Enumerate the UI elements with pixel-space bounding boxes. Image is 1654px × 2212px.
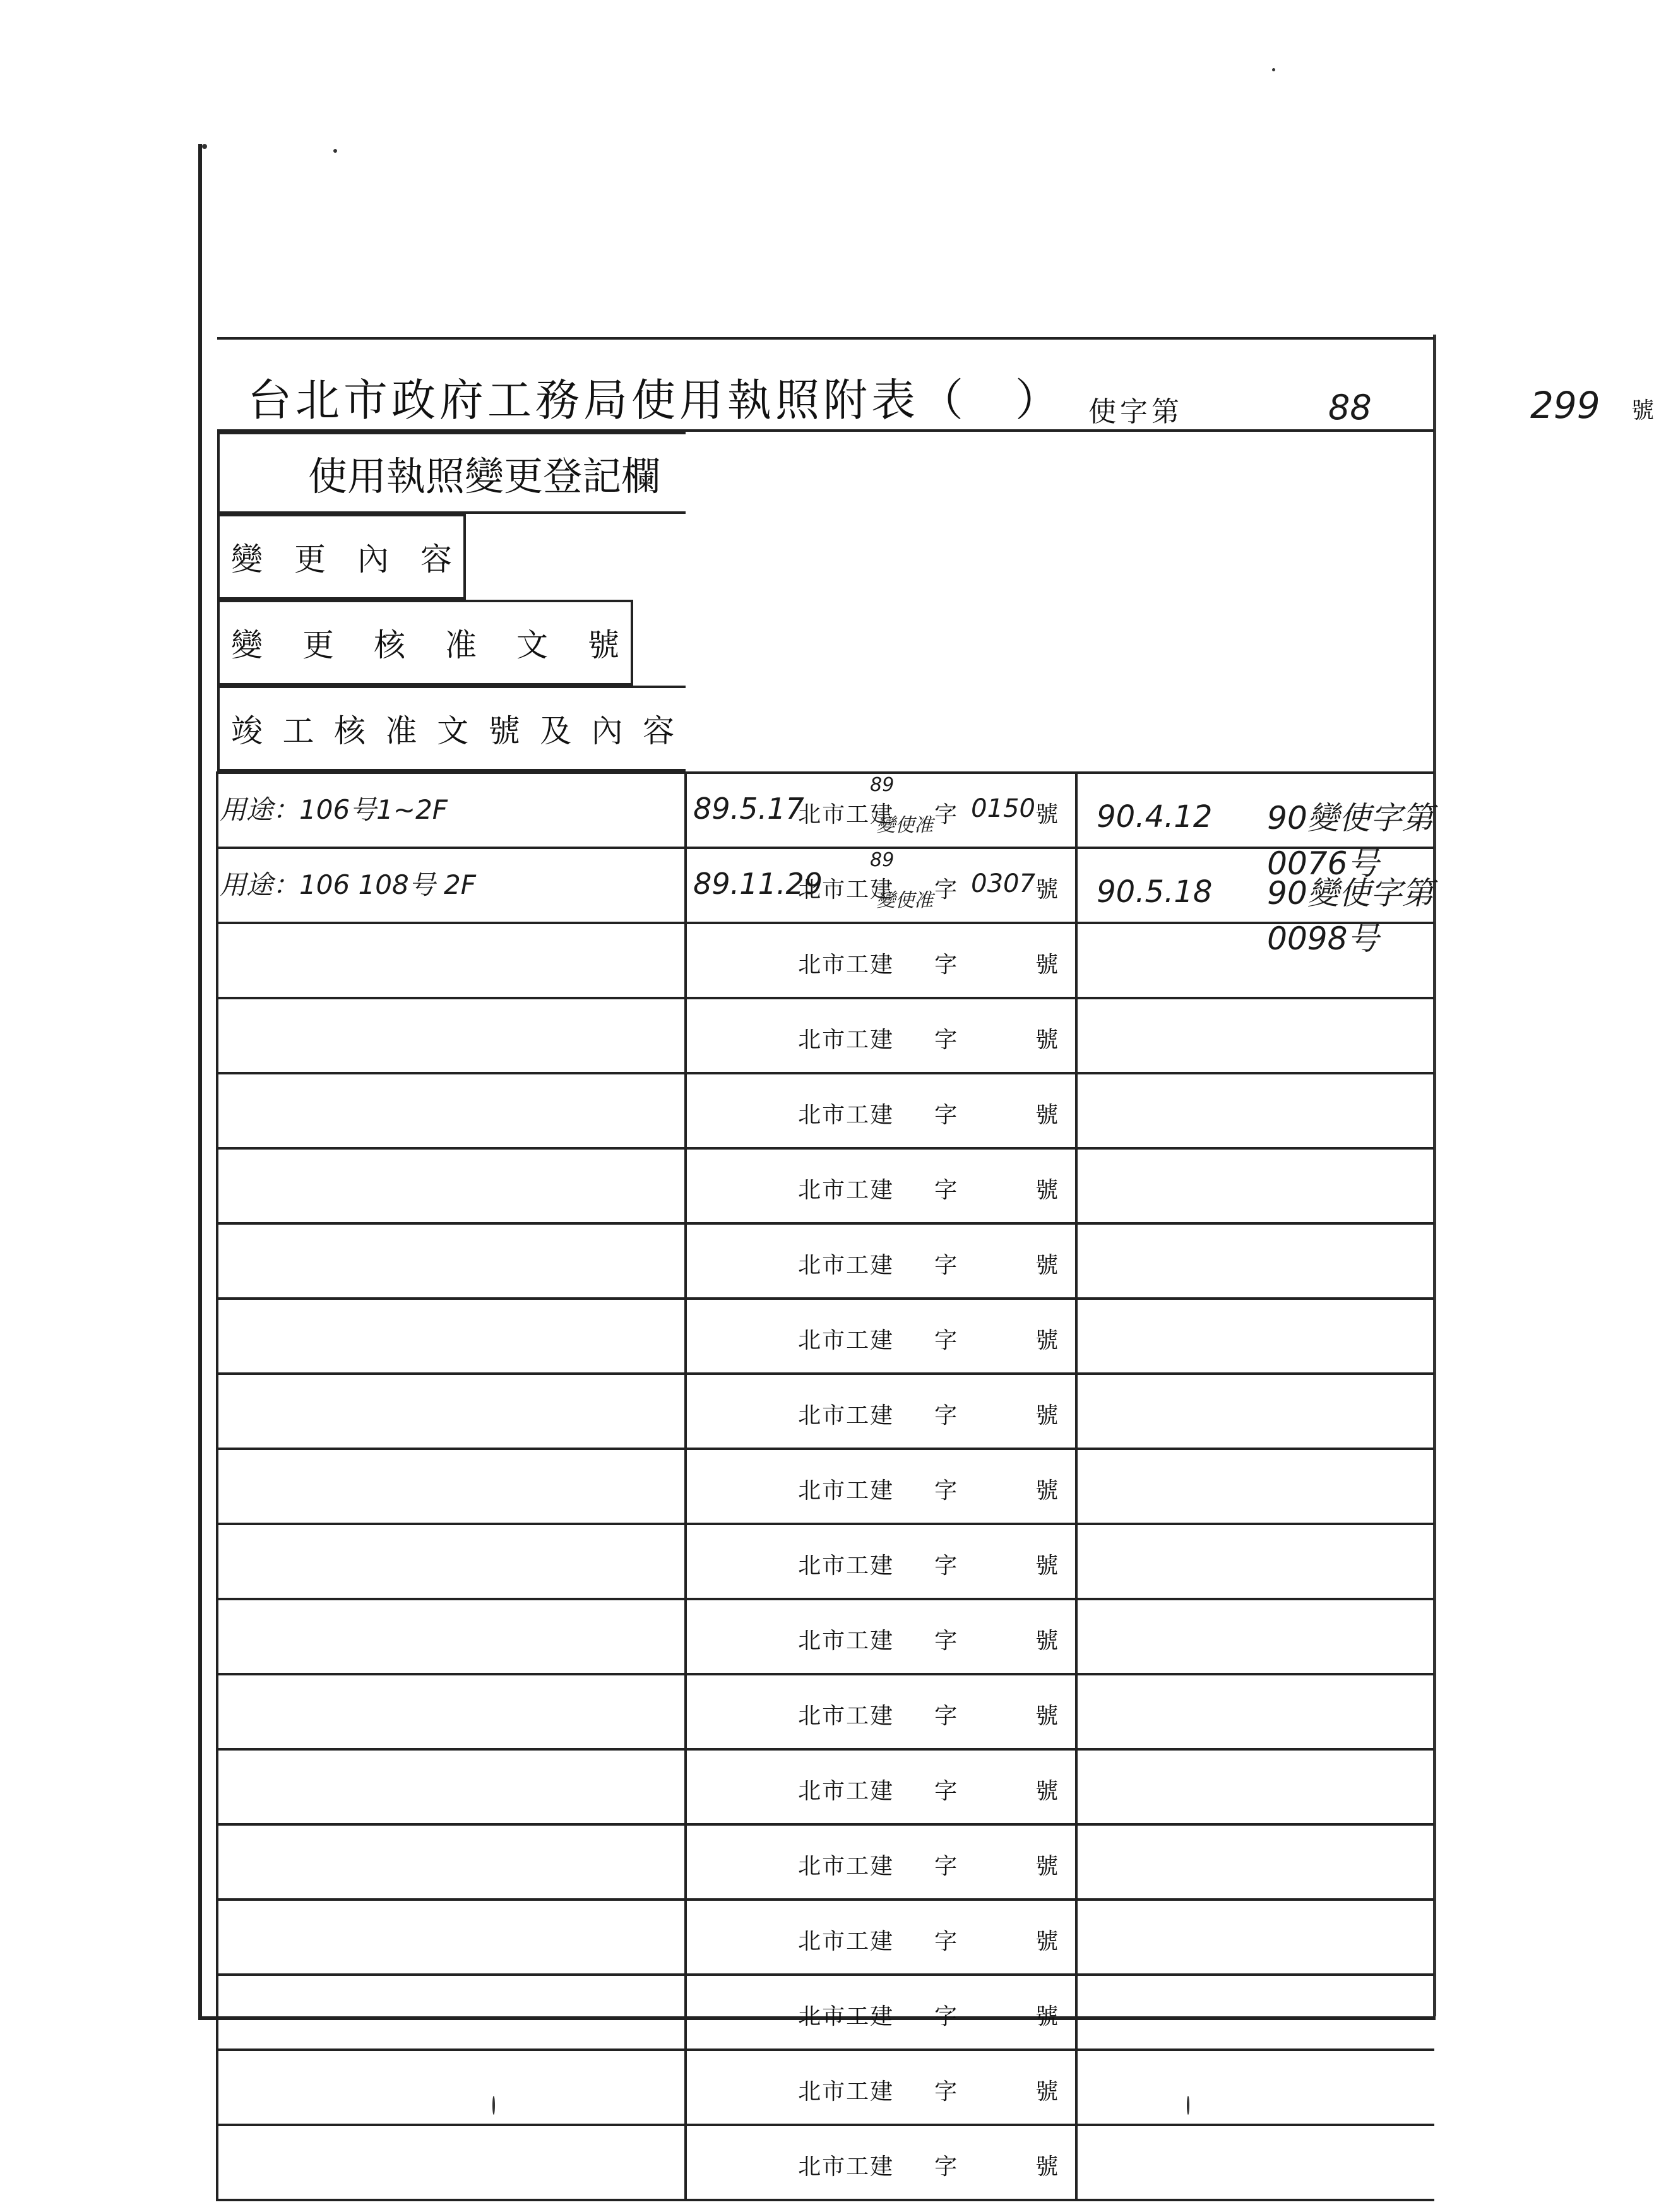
ref-prefix: 北市工建 (798, 1703, 895, 1729)
approval-ref-cell (686, 1599, 1076, 1674)
ref-prefix: 北市工建 (798, 1252, 895, 1278)
table-row (217, 1223, 1434, 1299)
table-row (217, 998, 1434, 1073)
completion-ref-cell (1076, 923, 1434, 998)
approval-ref-cell (686, 1223, 1076, 1299)
change-content-text: 用途：106号1~2F (220, 794, 448, 825)
section-heading (217, 432, 686, 514)
ref-prefix: 北市工建 (798, 1929, 895, 1954)
section-char: 用 (347, 453, 387, 499)
ref-prefix: 北市工建 (798, 802, 895, 828)
ref-zi: 字 (934, 1929, 959, 1954)
table-row (217, 1449, 1434, 1524)
ref-prefix: 北市工建 (798, 1403, 895, 1429)
ref-zi: 字 (934, 1703, 959, 1729)
permit-year: 88 (1328, 388, 1372, 427)
ref-hao: 號 (1035, 1328, 1060, 1353)
completion-ref-cell (1076, 1449, 1434, 1524)
approval-ref-cell (686, 1524, 1076, 1599)
table-row (217, 773, 1434, 848)
column-header-char: 准 (445, 627, 477, 663)
approval-date: 89.11.29 (693, 867, 823, 901)
column-header-approval-ref (217, 600, 633, 686)
ref-hao: 號 (1035, 2154, 1060, 2180)
completion-ref-cell (1076, 1524, 1434, 1599)
completion-ref-cell (1076, 1599, 1434, 1674)
approval-ref-cell (686, 848, 1076, 923)
ref-prefix: 北市工建 (798, 1628, 895, 1654)
change-content-cell (217, 998, 686, 1073)
table-row (217, 848, 1434, 923)
change-content-cell (217, 848, 686, 923)
table-row (217, 1674, 1434, 1749)
table-row (217, 1900, 1434, 1975)
table-row (217, 1148, 1434, 1223)
ref-zi: 字 (934, 802, 959, 828)
approval-ref-cell (686, 2050, 1076, 2125)
section-char: 執 (386, 453, 426, 499)
approval-number: 0150 (971, 794, 1035, 823)
ref-prefix: 北市工建 (798, 1177, 895, 1203)
table-row (217, 1749, 1434, 1824)
approval-ref-cell (686, 1975, 1076, 2050)
ref-hao: 號 (1035, 952, 1060, 978)
approval-date: 89.5.17 (693, 792, 804, 826)
section-char: 使 (308, 453, 348, 499)
column-header-char: 號 (588, 627, 619, 663)
column-header-change-content (217, 514, 466, 600)
approval-ref-cell (686, 1374, 1076, 1449)
ref-hao: 號 (1035, 1177, 1060, 1203)
table-row (217, 1824, 1434, 1900)
ref-prefix: 北市工建 (798, 1553, 895, 1579)
column-header-char: 更 (302, 627, 334, 663)
ref-hao: 號 (1035, 1478, 1060, 1504)
scan-speck (1272, 68, 1275, 71)
column-header-char: 竣 (231, 713, 263, 749)
ref-zi: 字 (934, 1853, 959, 1879)
ref-prefix: 北市工建 (798, 1102, 895, 1128)
approval-note: 變使准 (876, 814, 934, 836)
table-row (217, 1073, 1434, 1148)
permit-number: 299 (1530, 384, 1600, 427)
ref-hao: 號 (1035, 2079, 1060, 2105)
ref-prefix: 北市工建 (798, 2004, 895, 2030)
completion-ref-cell (1076, 1824, 1434, 1900)
change-content-cell (217, 1975, 686, 2050)
form-title-bar (217, 338, 1654, 431)
ref-zi: 字 (934, 877, 959, 903)
ref-hao: 號 (1035, 1853, 1060, 1879)
ref-zi: 字 (934, 1177, 959, 1203)
ref-hao: 號 (1035, 2004, 1060, 2030)
ref-prefix: 北市工建 (798, 1778, 895, 1804)
completion-ref-cell (1076, 2050, 1434, 2125)
ref-zi: 字 (934, 1027, 959, 1053)
completion-ref-cell (1076, 1900, 1434, 1975)
table-row (217, 1975, 1434, 2050)
approval-number: 0307 (971, 869, 1035, 898)
completion-ref-cell (1076, 1223, 1434, 1299)
column-header-char: 容 (420, 541, 452, 578)
section-char: 登 (543, 453, 583, 499)
change-content-cell (217, 2125, 686, 2200)
ref-hao: 號 (1035, 1252, 1060, 1278)
completion-ref: 90變使字第0076号 (1267, 800, 1434, 882)
ref-prefix: 北市工建 (798, 952, 895, 978)
change-content-cell (217, 923, 686, 998)
ref-hao: 號 (1035, 802, 1060, 828)
completion-ref-cell (1076, 773, 1434, 882)
ref-hao: 號 (1035, 877, 1060, 903)
column-header-char: 內 (591, 713, 623, 749)
ref-prefix: 北市工建 (798, 1853, 895, 1879)
change-content-cell (217, 1674, 686, 1749)
approval-year: 89 (870, 774, 895, 796)
ref-prefix: 北市工建 (798, 1027, 895, 1053)
section-char: 欄 (621, 453, 661, 499)
ref-prefix: 北市工建 (798, 2079, 895, 2105)
ref-hao: 號 (1035, 1027, 1060, 1053)
ref-zi: 字 (934, 952, 959, 978)
change-content-cell (217, 1824, 686, 1900)
table-row (217, 1374, 1434, 1449)
scan-speck (1187, 2096, 1189, 2115)
column-header-char: 准 (385, 713, 417, 749)
table-row (217, 1299, 1434, 1374)
column-header-char: 更 (294, 541, 326, 578)
ref-zi: 字 (934, 1252, 959, 1278)
approval-ref-cell (686, 998, 1076, 1073)
completion-ref-cell (1076, 1148, 1434, 1223)
approval-ref-cell (686, 1749, 1076, 1824)
approval-ref-cell (686, 1449, 1076, 1524)
change-content-cell (217, 1374, 686, 1449)
scan-speck (333, 149, 337, 153)
approval-ref-cell (686, 1299, 1076, 1374)
page-left-border (198, 144, 202, 2019)
change-content-cell (217, 1524, 686, 1599)
column-header-char: 及 (540, 713, 572, 749)
ref-zi: 字 (934, 2004, 959, 2030)
completion-ref-cell (1076, 998, 1434, 1073)
completion-ref-cell (1076, 1749, 1434, 1824)
ref-zi: 字 (934, 1478, 959, 1504)
change-content-cell (217, 1073, 686, 1148)
ref-zi: 字 (934, 2154, 959, 2180)
table-row (217, 2125, 1434, 2200)
ref-hao: 號 (1035, 1628, 1060, 1654)
column-header-char: 變 (231, 627, 263, 663)
column-header-char: 工 (282, 713, 314, 749)
completion-ref-cell (1076, 1374, 1434, 1449)
approval-ref-cell (686, 1674, 1076, 1749)
ref-hao: 號 (1035, 1102, 1060, 1128)
completion-ref-cell (1076, 1073, 1434, 1148)
approval-note: 變使准 (876, 889, 934, 912)
change-content-cell (217, 1900, 686, 1975)
ref-zi: 字 (934, 1403, 959, 1429)
table-row (217, 923, 1434, 998)
completion-ref-cell (1076, 1674, 1434, 1749)
approval-ref-cell (686, 2125, 1076, 2200)
completion-date: 90.4.12 (1097, 799, 1213, 835)
column-header-char: 號 (488, 713, 520, 749)
approval-ref-cell (686, 773, 1076, 848)
scan-speck (202, 144, 207, 149)
ref-zi: 字 (934, 1778, 959, 1804)
column-header-char: 文 (516, 627, 548, 663)
permit-label: 使字第 (1088, 396, 1183, 428)
ref-zi: 字 (934, 1102, 959, 1128)
column-header-char: 核 (374, 627, 405, 663)
ref-zi: 字 (934, 2079, 959, 2105)
approval-ref-cell (686, 1148, 1076, 1223)
completion-ref: 90變使字第0098号 (1267, 875, 1434, 957)
change-content-text: 用途：106 108号 2F (220, 869, 476, 900)
section-char: 更 (504, 453, 544, 499)
table-row (217, 1524, 1434, 1599)
change-content-cell (217, 1599, 686, 1674)
change-content-cell (217, 773, 686, 848)
column-header-char: 文 (437, 713, 469, 749)
table-row (217, 2050, 1434, 2125)
table-row (217, 1599, 1434, 1674)
form-title: 台北市政府工務局使用執照附表（ ） (247, 374, 1063, 426)
ref-zi: 字 (934, 1553, 959, 1579)
completion-ref-cell (1076, 848, 1434, 957)
ref-prefix: 北市工建 (798, 877, 895, 903)
change-content-cell (217, 1148, 686, 1223)
approval-ref-cell (686, 1073, 1076, 1148)
ref-zi: 字 (934, 1328, 959, 1353)
approval-ref-cell (686, 1900, 1076, 1975)
ref-hao: 號 (1035, 1929, 1060, 1954)
column-header-char: 內 (357, 541, 389, 578)
approval-ref-cell (686, 1824, 1076, 1900)
ref-prefix: 北市工建 (798, 2154, 895, 2180)
change-content-cell (217, 1449, 686, 1524)
column-header-char: 變 (231, 541, 263, 578)
ref-hao: 號 (1035, 1778, 1060, 1804)
ref-prefix: 北市工建 (798, 1478, 895, 1504)
change-content-cell (217, 2050, 686, 2125)
permit-change-form (216, 337, 1654, 2201)
completion-ref-cell (1076, 2125, 1434, 2200)
ref-prefix: 北市工建 (798, 1328, 895, 1353)
ref-hao: 號 (1035, 1403, 1060, 1429)
ref-hao: 號 (1035, 1553, 1060, 1579)
change-content-cell (217, 1749, 686, 1824)
completion-ref-cell (1076, 1975, 1434, 2050)
ref-hao: 號 (1035, 1703, 1060, 1729)
completion-ref-cell (1076, 1299, 1434, 1374)
scan-speck (492, 2096, 495, 2115)
approval-year: 89 (870, 849, 895, 871)
completion-date: 90.5.18 (1097, 874, 1213, 910)
section-char: 變 (465, 453, 504, 499)
approval-ref-cell (686, 923, 1076, 998)
column-header-char: 容 (643, 713, 675, 749)
section-char: 記 (582, 453, 622, 499)
change-content-cell (217, 1299, 686, 1374)
permit-suffix: 號 (1631, 398, 1654, 424)
column-header-completion-ref (217, 686, 686, 771)
change-content-cell (217, 1223, 686, 1299)
ref-zi: 字 (934, 1628, 959, 1654)
section-char: 照 (425, 453, 465, 499)
column-header-char: 核 (334, 713, 366, 749)
